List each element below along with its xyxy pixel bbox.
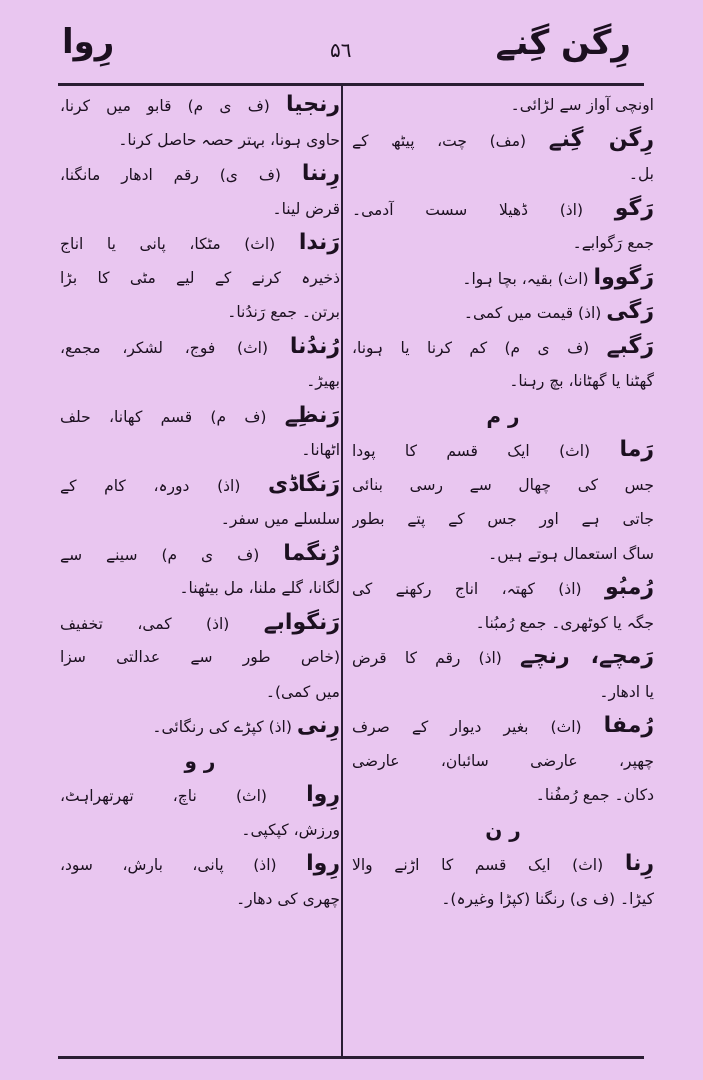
definition-text: چھپر، عارضی سائبان، عارضی <box>352 751 654 770</box>
entry-line <box>60 709 340 744</box>
definition-text: (ف ی م) کم کرنا یا ہونا، <box>352 338 607 357</box>
entry-line <box>60 571 340 606</box>
definition-text: (اذ) رقم کا قرض <box>352 649 521 667</box>
entry-line <box>60 502 340 537</box>
entry-line <box>352 226 654 261</box>
definition-text: (اذ) کپڑے کی رنگائی۔ <box>152 718 297 736</box>
headword: رَنگاڈی <box>268 471 340 497</box>
definition-text: (اث) ناچ، تھرتھراہٹ، <box>60 787 307 805</box>
entry-line <box>352 640 654 675</box>
entry-line <box>352 123 654 158</box>
entry-line <box>352 468 654 503</box>
entry-line <box>60 675 340 710</box>
headword: رَگووا <box>593 264 654 290</box>
definition-text: دکان۔ جمع رُمفُنا۔ <box>535 786 654 804</box>
entry-line <box>352 744 654 779</box>
headword: رَما <box>619 437 654 462</box>
entry-line <box>352 88 654 123</box>
definition-text: (خاص طور سے عدالتی سزا <box>60 648 340 666</box>
entry-line <box>352 606 654 641</box>
definition-text: یا ادھار۔ <box>599 682 654 701</box>
definition-text: لگانا، گلے ملنا، مل بیٹھنا۔ <box>179 579 340 597</box>
entry-line <box>60 88 340 123</box>
entry-line <box>60 847 340 882</box>
entry-line <box>352 675 654 710</box>
entry-line <box>352 433 654 468</box>
entry-line <box>352 502 654 537</box>
entry-line <box>60 192 340 227</box>
definition-text: (اث) مٹکا، پانی یا اناج <box>60 235 299 253</box>
right-column <box>352 88 654 916</box>
entry-line <box>60 882 340 917</box>
header-catchword-right: رِگن گِنے <box>495 23 631 63</box>
headword: رُمبُو <box>604 575 654 600</box>
definition-text: (ف ی م) قابو میں کرنا، <box>60 97 286 115</box>
entry-line <box>60 537 340 572</box>
entry-line <box>60 468 340 503</box>
headword: رَنظِے <box>284 402 340 428</box>
entry-line <box>60 399 340 434</box>
entry-line <box>352 261 654 296</box>
definition-text: اٹھانا۔ <box>301 441 340 459</box>
entry-line <box>352 330 654 365</box>
entry-line <box>60 433 340 468</box>
definition-text: کیڑا۔ (ف ی) رنگنا (کپڑا وغیرہ)۔ <box>441 889 654 908</box>
left-column <box>60 88 340 916</box>
entry-line <box>352 847 654 882</box>
definition-text: (ف ی) رقم ادھار مانگنا، <box>60 166 302 184</box>
definition-text: (اذ) قیمت میں کمی۔ <box>463 304 607 322</box>
definition-text: (اث) فوج، لشکر، مجمع، <box>60 338 290 357</box>
column-divider <box>341 86 343 1056</box>
definition-text: اونچی آواز سے لڑائی۔ <box>510 96 654 114</box>
entry-line <box>352 295 654 330</box>
entry-line <box>352 709 654 744</box>
definition-text: چھری کی دھار۔ <box>236 889 340 908</box>
entry-line <box>60 226 340 261</box>
entry-line <box>60 640 340 675</box>
entry-line <box>352 882 654 917</box>
entry-line <box>352 537 654 572</box>
headword: رُنگما <box>283 540 340 566</box>
entry-line <box>60 261 340 296</box>
section-heading: ر ن <box>485 817 521 842</box>
definition-text: (ف م) قسم کھانا، حلف <box>60 407 285 426</box>
definition-text: (اذ) پانی، بارش، سود، <box>60 856 307 874</box>
definition-text: حاوی ہونا، بہتر حصہ حاصل کرنا۔ <box>118 130 340 149</box>
definition-text: جاتی ہے اور جس کے پتے بطور <box>352 510 654 528</box>
headword: رَندا <box>298 230 340 255</box>
headword: رِنی <box>296 713 340 738</box>
definition-text: ذخیرہ کرنے کے لیے مٹی کا بڑا <box>60 268 340 287</box>
headword: رَنگوابے <box>263 609 340 635</box>
entry-line <box>352 192 654 227</box>
definition-text: (اذ) کمی، تخفیف <box>60 614 264 633</box>
definition-text: ورزش، کپکپی۔ <box>241 820 340 839</box>
section-heading: ر و <box>184 748 216 773</box>
entry-line <box>60 364 340 399</box>
headword: رَگی <box>606 299 654 324</box>
footer-rule <box>58 1056 644 1059</box>
headword: رِنا <box>624 851 654 876</box>
definition-text: سلسلے میں سفر۔ <box>220 510 340 528</box>
headword: رِوا <box>306 851 340 876</box>
definition-text: بل۔ <box>628 165 654 183</box>
headword: رِوا <box>306 782 340 807</box>
headword: رِننا <box>301 161 340 186</box>
entry-line <box>352 364 654 399</box>
headword: رُندُنا <box>289 333 340 359</box>
definition-text: (اذ) ڈھیلا سست آدمی۔ <box>352 200 615 219</box>
definition-text: (اث) بغیر دیوار کے صرف <box>352 718 604 736</box>
entry-line <box>60 295 340 330</box>
page-number: ۵٦ <box>330 38 352 62</box>
definition-text: جگہ یا کوٹھری۔ جمع رُمبُنا۔ <box>475 613 654 632</box>
entry-line <box>60 123 340 158</box>
definition-text: برتن۔ جمع رَندُنا۔ <box>227 303 340 321</box>
definition-text: (اذ) کھتہ، اناج رکھنے کی <box>352 580 605 598</box>
definition-text: قرض لینا۔ <box>272 199 340 218</box>
entry-line <box>60 606 340 641</box>
definition-text: میں کمی)۔ <box>265 682 340 701</box>
headword: رِگن گِنے <box>548 126 654 152</box>
section-heading: ر م <box>486 403 520 428</box>
entry-line <box>60 778 340 813</box>
definition-text: (اث) بقیہ، بچا ہوا۔ <box>462 269 594 288</box>
headword: رَمچے، رنچے <box>520 644 654 669</box>
entry-line <box>352 778 654 813</box>
definition-text: جمع رَگوابے۔ <box>572 234 654 252</box>
definition-text: (اذ) دورہ، کام کے <box>60 476 269 495</box>
headword: رُمفا <box>603 713 654 738</box>
entry-line <box>352 157 654 192</box>
definition-text: بھیڑ۔ <box>306 372 340 390</box>
definition-text: گھٹنا یا گھٹانا، بچ رہنا۔ <box>509 372 654 390</box>
definition-text: جس کی چھال سے رسی بنائی <box>352 475 654 494</box>
entry-line <box>60 157 340 192</box>
entry-line <box>60 813 340 848</box>
definition-text: (اث) ایک قسم کا اڑنے والا <box>352 856 625 874</box>
definition-text: (اث) ایک قسم کا پودا <box>352 442 620 460</box>
headword: رنجیا <box>285 92 340 117</box>
header-catchword-left: رِوا <box>62 22 115 62</box>
entry-line <box>60 330 340 365</box>
definition-text: (ف ی م) سینے سے <box>60 545 284 564</box>
definition-text: ساگ استعمال ہوتے ہیں۔ <box>488 544 654 563</box>
headword: رَگبے <box>606 333 654 359</box>
header-rule <box>58 83 644 86</box>
definition-text: (مف) چت، پیٹھ کے <box>352 131 549 150</box>
entry-line <box>352 571 654 606</box>
headword: رَگو <box>614 195 654 221</box>
